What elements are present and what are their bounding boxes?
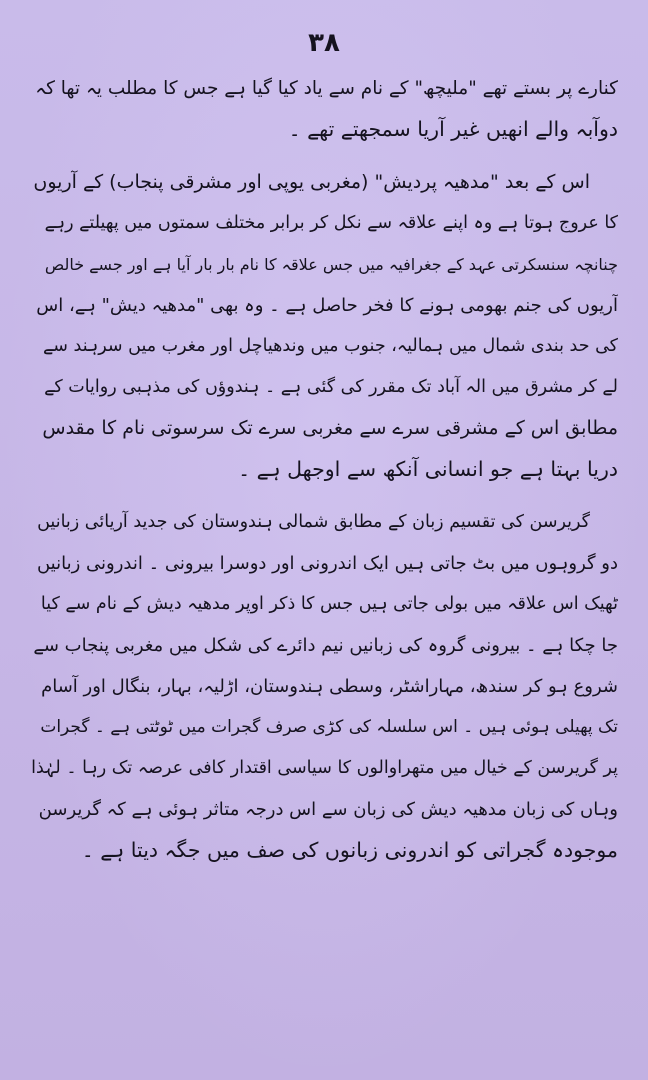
text-line: جا چکا ہے ۔ بیرونی گروہ کی زبانیں نیم دائرے کی شکل میں مغربی پنجاب سے bbox=[33, 635, 618, 656]
text-line: پر گریرسن کے خیال میں متھراوالوں کا سیاسی اقتدار کافی عرصہ تک رہا ۔ لہٰذا bbox=[31, 758, 618, 778]
paragraph-spacer bbox=[30, 150, 618, 162]
paragraph-spacer bbox=[30, 490, 618, 502]
text-line: کی حد بندی شمال میں ہمالیہ، جنوب میں وندھیاچل اور مغرب میں سرہند سے bbox=[43, 336, 618, 356]
paragraph-1 bbox=[30, 68, 618, 150]
page-number: ۳۸ bbox=[308, 28, 340, 58]
paragraph-3 bbox=[30, 502, 618, 871]
text-line: کنارے پر بستے تھے "ملیچھ" کے نام سے یاد کیا گیا ہے جس کا مطلب یہ تھا کہ bbox=[35, 78, 618, 99]
text-line: شروع ہو کر سندھ، مہاراشٹر، وسطی ہندوستان، اڑلیہ، بہار، بنگال اور آسام bbox=[41, 676, 618, 697]
text-line: اس کے بعد "مدھیہ پردیش" (مغربی یوپی اور مشرقی پنجاب) کے آریوں bbox=[33, 171, 590, 193]
text-line: تک پھیلی ہوئی ہیں ۔ اس سلسلہ کی کڑی صرف گجرات میں ٹوٹتی ہے ۔ گجرات bbox=[40, 717, 618, 737]
text-line: کا عروج ہوتا ہے وہ اپنے علاقہ سے نکل کر برابر مختلف سمتوں میں پھیلتے رہے bbox=[44, 213, 618, 233]
text-line: لے کر مشرق میں الہ آباد تک مقرر کی گئی ہے ۔ ہندوؤں کی مذہبی روایات کے bbox=[44, 377, 618, 397]
text-line: وہاں کی زبان مدھیہ دیش کی زبان سے اس درجہ متاثر ہوئی ہے کہ گریرسن bbox=[38, 799, 618, 820]
text-line: مطابق اس کے مشرقی سرے سے مغربی سرے تک سرسوتی نام کا مقدس bbox=[42, 417, 618, 439]
text-line: دریا بہتا ہے جو انسانی آنکھ سے اوجھل ہے ۔ bbox=[238, 457, 618, 481]
text-line: موجودہ گجراتی کو اندرونی زبانوں کی صف میں جگہ دیتا ہے ۔ bbox=[81, 838, 618, 862]
text-line: دو گروہوں میں بٹ جاتی ہیں ایک اندرونی اور دوسرا بیرونی ۔ اندرونی زبانیں bbox=[36, 553, 618, 574]
text-line: دوآبہ والے انھیں غیر آریا سمجھتے تھے ۔ bbox=[288, 117, 618, 141]
text-line: ٹھیک اس علاقہ میں بولی جاتی ہیں جس کا ذکر اوپر مدھیہ دیش کے نام سے کیا bbox=[40, 594, 618, 614]
paragraph-2 bbox=[30, 162, 618, 490]
page-body bbox=[30, 68, 618, 871]
text-line: آریوں کی جنم بھومی ہونے کا فخر حاصل ہے ۔ وہ بھی "مدھیہ دیش" ہے، اس bbox=[36, 295, 618, 316]
text-line: گریرسن کی تقسیم زبان کے مطابق شمالی ہندوستان کی جدید آریائی زبانیں bbox=[37, 512, 590, 532]
text-line: چنانچہ سنسکرتی عہد کے جغرافیہ میں جس علاقہ کا نام بار بار آیا ہے اور جسے خالص bbox=[44, 255, 618, 274]
